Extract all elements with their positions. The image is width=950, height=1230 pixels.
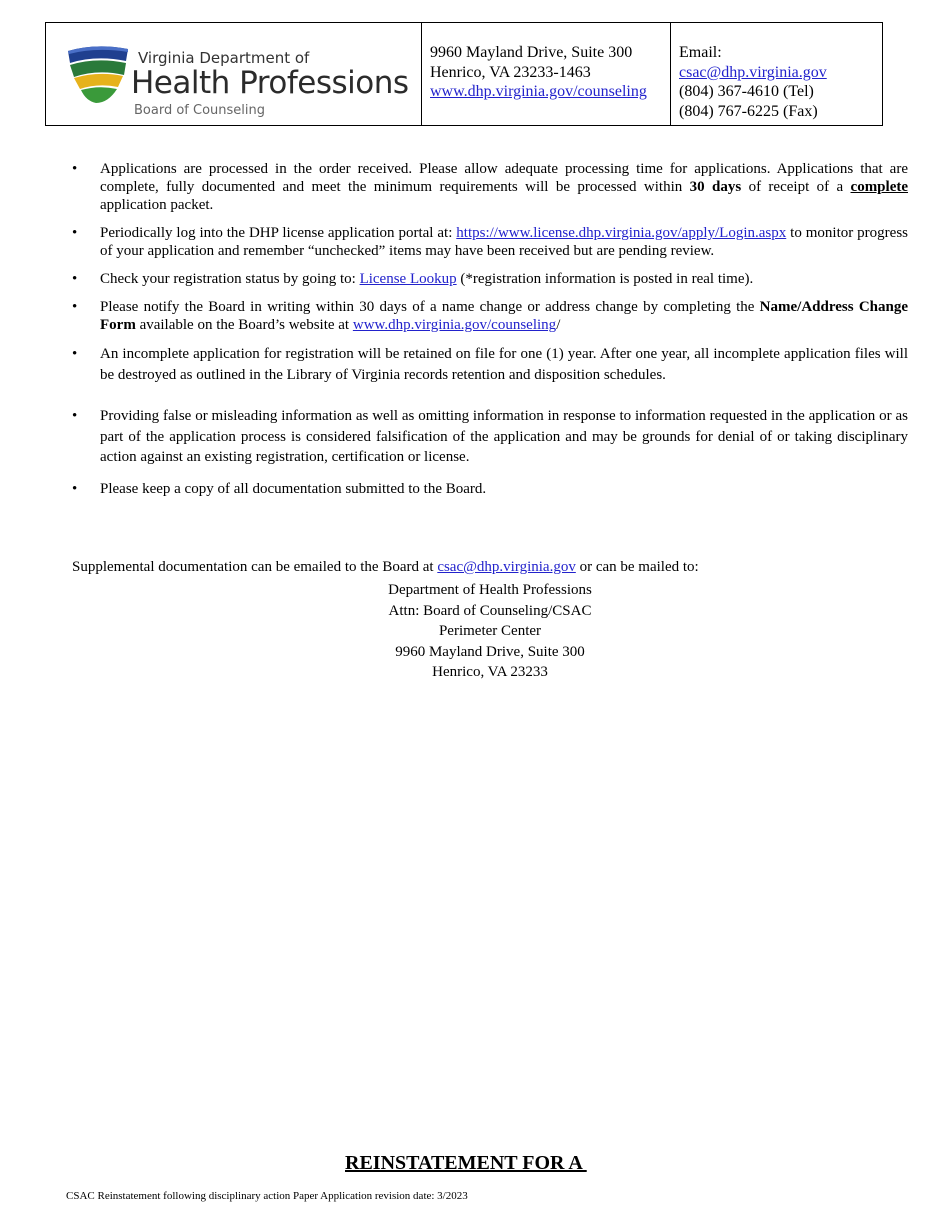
- license-lookup-link[interactable]: License Lookup: [359, 271, 457, 287]
- list-item: • An incomplete application for registration will be retained on file for one (1) year. After one year, all incomplete application files will be destroyed as outlined in the Library of Virginia records retention and disposition schedules.: [72, 346, 908, 383]
- supplemental-email-link[interactable]: csac@dhp.virginia.gov: [437, 559, 576, 575]
- email-label: Email:: [679, 44, 722, 61]
- footer-revision: CSAC Reinstatement following disciplinary action Paper Application revision date: 3/2023: [66, 1190, 468, 1202]
- list-item: • Please notify the Board in writing within 30 days of a name change or address change by completing the Name/Address Change Form available on the Board’s website at www.dhp.virginia.gov/counseling/: [72, 299, 908, 333]
- dhp-shield-logo-icon: [66, 45, 130, 105]
- email-link[interactable]: csac@dhp.virginia.gov: [679, 63, 827, 81]
- logo-line1: Virginia Department of: [138, 49, 310, 67]
- bullet-icon: •: [72, 408, 78, 424]
- address-line1: 9960 Mayland Drive, Suite 300: [430, 44, 633, 61]
- logo-line2: Health Professions: [131, 65, 409, 101]
- header-table: [45, 22, 883, 126]
- address-cell: [422, 23, 671, 125]
- list-item: • Please keep a copy of all documentation submitted to the Board.: [72, 481, 487, 497]
- supplemental-text: Supplemental documentation can be emailed to the Board at csac@dhp.virginia.gov or can be mailed to:: [72, 559, 699, 575]
- bullet-icon: •: [72, 346, 78, 362]
- address-line: 9960 Mayland Drive, Suite 300: [395, 643, 585, 660]
- bold-underlined-text: complete: [850, 179, 909, 195]
- fax-number: (804) 767-6225 (Fax): [679, 102, 818, 120]
- website-link[interactable]: www.dhp.virginia.gov/counseling: [430, 83, 647, 100]
- bullet-icon: •: [72, 161, 78, 177]
- bullet-icon: •: [72, 225, 78, 241]
- address-line2: Henrico, VA 23233-1463: [430, 63, 591, 81]
- board-website-link[interactable]: www.dhp.virginia.gov/counseling: [352, 317, 557, 333]
- logo-line3: Board of Counseling: [134, 103, 265, 118]
- list-item: • Applications are processed in the order received. Please allow adequate processing time for applications. Applications that are complete, fully documented and meet the minimum requirements will be processed within 30 days of receipt of a complete application packet.: [72, 161, 909, 213]
- contact-cell: [671, 23, 882, 125]
- address-line: Henrico, VA 23233: [432, 664, 548, 680]
- list-item: • Check your registration status by going to: License Lookup (*registration information is posted in real time).: [72, 271, 754, 287]
- portal-link[interactable]: https://www.license.dhp.virginia.gov/apply/Login.aspx: [456, 225, 787, 241]
- address-line: Attn: Board of Counseling/CSAC: [388, 602, 592, 619]
- list-item: • Providing false or misleading information as well as omitting information in response to information requested in the application or as part of the application process is considered falsification of the application and may be grounds for denial of or taking disciplinary action against an existing registration, certification or license.: [72, 408, 908, 465]
- bullet-icon: •: [72, 299, 78, 315]
- mailing-address: [290, 580, 690, 683]
- bold-text: 30 days: [689, 179, 742, 195]
- list-item: • Periodically log into the DHP license application portal at: https://www.license.dhp.virginia.gov/apply/Login.aspx to monitor progress of your application and remember “unchecked” items may have been received but are pending review.: [72, 225, 908, 259]
- bullet-icon: •: [72, 481, 78, 497]
- address-line: Department of Health Professions: [388, 582, 592, 598]
- address-line: Perimeter Center: [438, 623, 542, 639]
- logo-cell: [46, 23, 422, 125]
- tel-number: (804) 367-4610 (Tel): [679, 83, 814, 100]
- reinstatement-heading: REINSTATEMENT FOR A: [345, 1152, 587, 1174]
- bold-text: Name/Address Change Form: [100, 299, 908, 333]
- bullet-icon: •: [72, 271, 78, 287]
